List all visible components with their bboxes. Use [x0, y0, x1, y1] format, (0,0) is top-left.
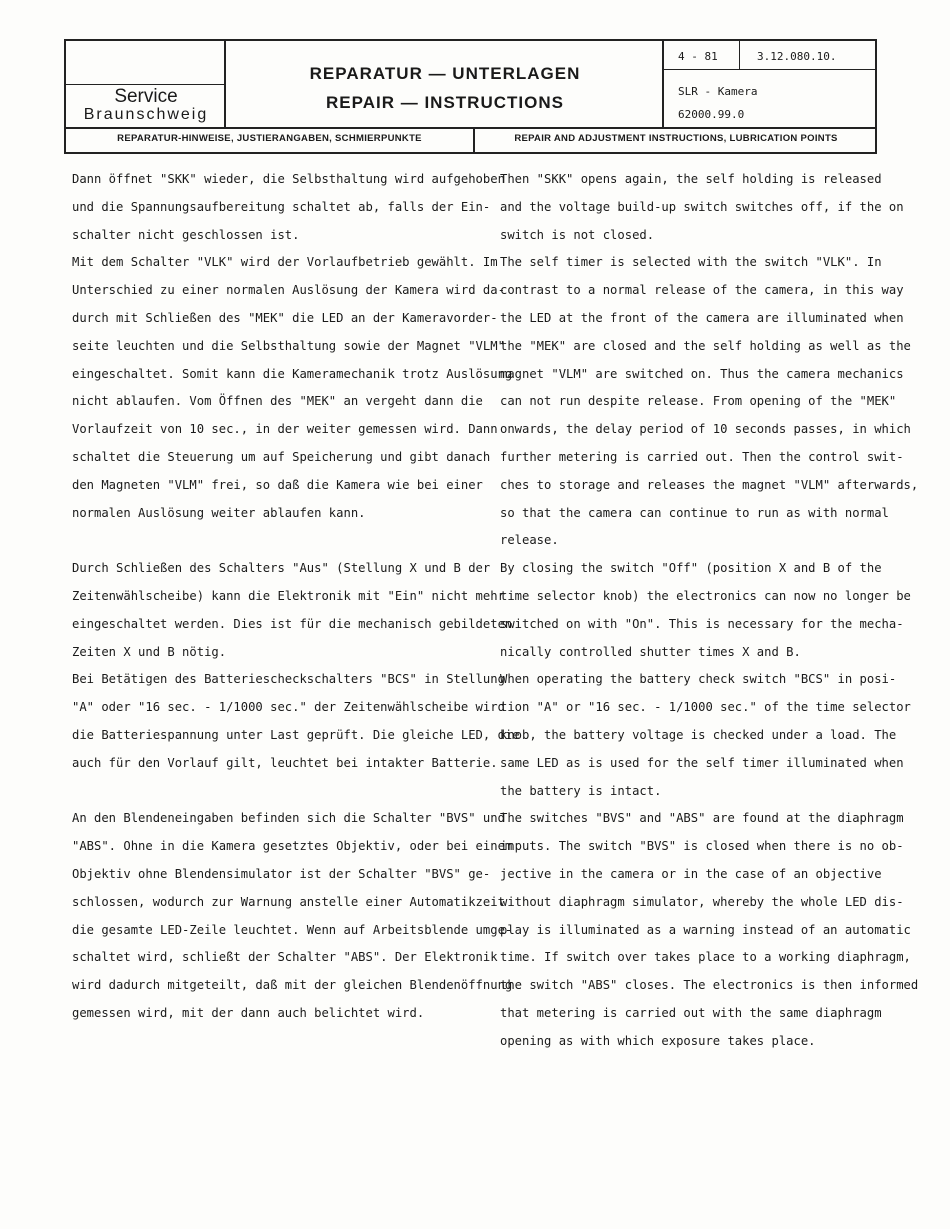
text-line: Mit dem Schalter "VLK" wird der Vorlaufbetrieb gewählt. Im [72, 255, 498, 270]
text-line: gemessen wird, mit der dann auch belichtet wird. [72, 1005, 425, 1020]
text-line: Vorlaufzeit von 10 sec., in der weiter gemessen wird. Dann [72, 422, 498, 437]
text-line: Unterschied zu einer normalen Auslösung der Kamera wird da- [72, 283, 505, 298]
divider [662, 69, 877, 70]
text-line: nically controlled shutter times X and B. [500, 644, 801, 659]
text-line: die gesamte LED-Zeile leuchtet. Wenn auf Arbeitsblende umge- [72, 922, 513, 937]
paragraph-gap [72, 778, 470, 806]
text-line: that metering is carried out with the same diaphragm [500, 1005, 882, 1020]
text-line: switched on with "On". This is necessary for the mecha- [500, 616, 904, 631]
text-line: so that the camera can continue to run as with normal [500, 505, 889, 520]
text-line: magnet "VLM" are switched on. Thus the camera mechanics [500, 366, 904, 381]
text-line: schaltet wird, schließt der Schalter "ABS". Der Elektronik [72, 950, 498, 965]
text-line: switch is not closed. [500, 227, 655, 242]
text-line: further metering is carried out. Then the control swit- [500, 449, 904, 464]
text-line: die Batteriespannung unter Last geprüft. Die gleiche LED, die [72, 727, 520, 742]
english-text-column [500, 166, 919, 1056]
text-line: den Magneten "VLM" frei, so daß die Kamera wie bei einer [72, 477, 483, 492]
text-line: wird dadurch mitgeteilt, daß mit der gleichen Blendenöffnung [72, 978, 513, 993]
text-line: knob, the battery voltage is checked under a load. The [500, 727, 897, 742]
text-line: the LED at the front of the camera are illuminated when [500, 310, 904, 325]
document-header [64, 39, 877, 154]
text-line: inputs. The switch "BVS" is closed when there is no ob- [500, 839, 904, 854]
text-line: the battery is intact. [500, 783, 662, 798]
text-line: Then "SKK" opens again, the self holding is released [500, 172, 882, 186]
text-line: The switches "BVS" and "ABS" are found at the diaphragm [500, 811, 904, 826]
document-title [228, 59, 662, 117]
text-line: time. If switch over takes place to a working diaphragm, [500, 950, 911, 965]
text-line: eingeschaltet. Somit kann die Kameramechanik trotz Auslösung [72, 366, 513, 381]
issue-date: 4 - 81 [678, 50, 718, 63]
text-line: schlossen, wodurch zur Warnung anstelle einer Automatikzeit [72, 894, 505, 909]
divider [662, 41, 664, 127]
text-line: play is illuminated as a warning instead of an automatic [500, 922, 911, 937]
title-german: REPARATUR — UNTERLAGEN [309, 64, 581, 83]
text-line: and the voltage build-up switch switches off, if the on [500, 199, 904, 214]
text-line: und die Spannungsaufbereitung schaltet ab, falls der Ein- [72, 199, 491, 214]
text-line: By closing the switch "Off" (position X and B of the [500, 561, 882, 576]
text-line: auch für den Vorlauf gilt, leuchtet bei intakter Batterie. [72, 755, 498, 770]
divider [739, 41, 740, 69]
text-line: When operating the battery check switch "BCS" in posi- [500, 672, 897, 687]
text-line: same LED as is used for the self timer illuminated when [500, 755, 904, 770]
text-line: contrast to a normal release of the camera, in this way [500, 283, 904, 298]
text-line: ches to storage and releases the magnet "VLM" afterwards, [500, 477, 919, 492]
document-number: 3.12.080.10. [757, 50, 837, 63]
text-line: Bei Betätigen des Batteriescheckschalters "BCS" in Stellung [72, 672, 505, 687]
text-line: opening as with which exposure takes place. [500, 1033, 816, 1048]
text-line: tion "A" or "16 sec. - 1/1000 sec." of the time selector [500, 700, 911, 715]
text-line: jective in the camera or in the case of an objective [500, 866, 882, 881]
text-line: The self timer is selected with the switch "VLK". In [500, 255, 882, 270]
text-line: the "MEK" are closed and the self holding as well as the [500, 338, 911, 353]
title-english: REPAIR — INSTRUCTIONS [326, 93, 564, 112]
text-line: without diaphragm simulator, whereby the whole LED dis- [500, 894, 904, 909]
subheading-english: REPAIR AND ADJUSTMENT INSTRUCTIONS, LUBRICATION POINTS [514, 133, 838, 144]
text-line: onwards, the delay period of 10 seconds passes, in which [500, 422, 911, 437]
text-line: the switch "ABS" closes. The electronics is then informed [500, 978, 919, 993]
paragraph-gap [72, 527, 470, 555]
text-line: Durch Schließen des Schalters "Aus" (Stellung X und B der [72, 561, 491, 576]
text-line: Objektiv ohne Blendensimulator ist der Schalter "BVS" ge- [72, 866, 491, 881]
service-label: Service [114, 86, 178, 107]
text-line: seite leuchten und die Selbsthaltung sowie der Magnet "VLM" [72, 338, 505, 353]
text-line: durch mit Schließen des "MEK" die LED an der Kameravorder- [72, 310, 498, 325]
text-line: schaltet die Steuerung um auf Speicherung und gibt danach [72, 449, 491, 464]
text-line: time selector knob) the electronics can now no longer be [500, 588, 911, 603]
subheading-german: REPARATUR-HINWEISE, JUSTIERANGABEN, SCHMIERPUNKTE [117, 133, 422, 144]
service-logo [66, 85, 226, 125]
part-number: 62000.99.0 [678, 108, 745, 121]
text-line: Zeiten X und B nötig. [72, 644, 227, 659]
text-line: nicht ablaufen. Vom Öffnen des "MEK" an vergeht dann die [72, 394, 483, 409]
text-line: Zeitenwählscheibe) kann die Elektronik mit "Ein" nicht mehr [72, 588, 505, 603]
text-line: can not run despite release. From opening of the "MEK" [500, 394, 897, 409]
product-name: SLR - Kamera [678, 85, 758, 98]
divider [66, 127, 877, 129]
german-text-column [72, 166, 520, 1028]
text-line: Dann öffnet "SKK" wieder, die Selbsthaltung wird aufgehoben [72, 172, 505, 186]
text-line: eingeschaltet werden. Dies ist für die mechanisch gebildeten [72, 616, 513, 631]
text-line: "A" oder "16 sec. - 1/1000 sec." der Zeitenwählscheibe wird [72, 700, 505, 715]
text-line: normalen Auslösung weiter ablaufen kann. [72, 505, 366, 520]
text-line: schalter nicht geschlossen ist. [72, 227, 300, 242]
text-line: An den Blendeneingaben befinden sich die Schalter "BVS" und [72, 811, 505, 826]
text-line: "ABS". Ohne in die Kamera gesetztes Objektiv, oder bei einem [72, 839, 513, 854]
text-line: release. [500, 533, 559, 548]
location-label: Braunschweig [83, 106, 209, 123]
